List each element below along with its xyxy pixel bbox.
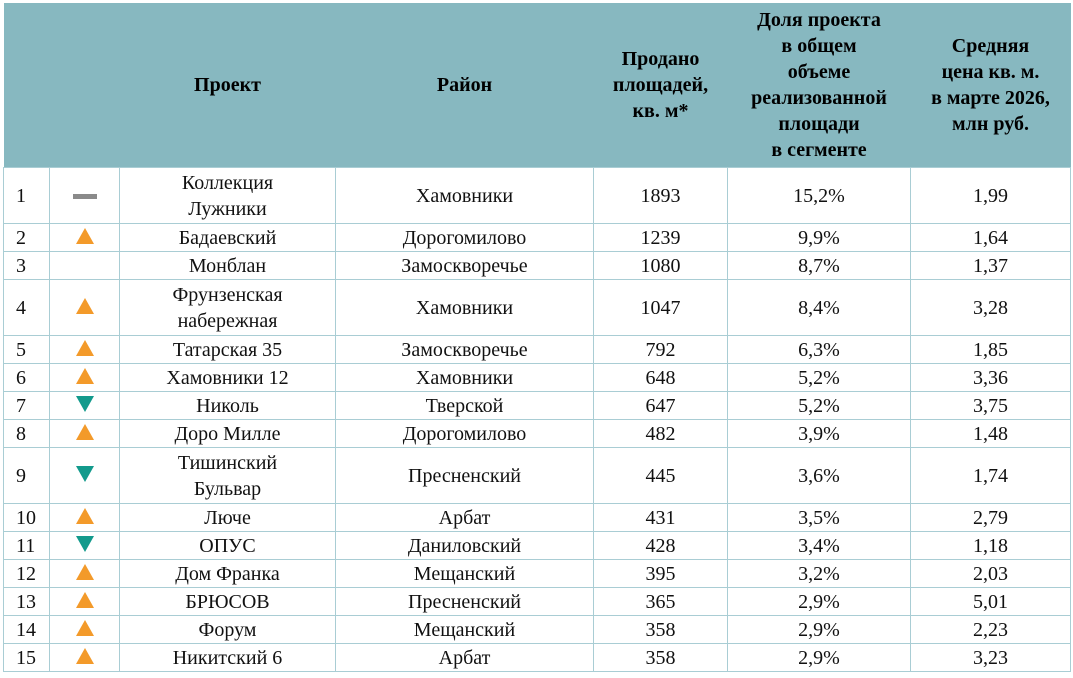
table-row: [4, 336, 1071, 364]
district-cell: Даниловский: [336, 532, 594, 560]
project-cell: Дом Франка: [120, 560, 336, 588]
avg-price-cell: 1,74: [911, 448, 1071, 504]
trend-cell: [50, 504, 120, 532]
share-cell: 8,4%: [728, 280, 911, 336]
avg-price-cell: 5,01: [911, 588, 1071, 616]
sold-area-cell: 365: [594, 588, 728, 616]
project-cell: Доро Милле: [120, 420, 336, 448]
header-rank: [4, 3, 50, 168]
project-cell: Фрунзенская набережная: [120, 280, 336, 336]
table-row: [4, 504, 1071, 532]
trend-cell: [50, 448, 120, 504]
project-cell: Хамовники 12: [120, 364, 336, 392]
table-row: [4, 364, 1071, 392]
district-cell: Мещанский: [336, 560, 594, 588]
trend-down-icon: [76, 536, 94, 552]
table-row: [4, 532, 1071, 560]
table-row: [4, 280, 1071, 336]
header-district: Район: [336, 3, 594, 168]
trend-cell: [50, 644, 120, 672]
trend-up-icon: [76, 340, 94, 356]
share-cell: 15,2%: [728, 168, 911, 224]
sold-area-cell: 445: [594, 448, 728, 504]
sold-area-cell: 428: [594, 532, 728, 560]
avg-price-cell: 1,64: [911, 224, 1071, 252]
sold-area-cell: 482: [594, 420, 728, 448]
avg-price-cell: 3,36: [911, 364, 1071, 392]
rank-cell: 15: [4, 644, 50, 672]
rank-cell: 8: [4, 420, 50, 448]
sold-area-cell: 1893: [594, 168, 728, 224]
project-cell: Тишинский Бульвар: [120, 448, 336, 504]
project-cell: Коллекция Лужники: [120, 168, 336, 224]
share-cell: 6,3%: [728, 336, 911, 364]
table-row: [4, 168, 1071, 224]
table-header: [4, 3, 1071, 168]
share-cell: 5,2%: [728, 392, 911, 420]
avg-price-cell: 2,79: [911, 504, 1071, 532]
sold-area-cell: 358: [594, 616, 728, 644]
rank-cell: 12: [4, 560, 50, 588]
trend-cell: [50, 336, 120, 364]
project-cell: Монблан: [120, 252, 336, 280]
rank-cell: 10: [4, 504, 50, 532]
sold-area-cell: 648: [594, 364, 728, 392]
rank-cell: 6: [4, 364, 50, 392]
header-sold-area: Продано площадей, кв. м*: [594, 3, 728, 168]
share-cell: 3,9%: [728, 420, 911, 448]
header-project: Проект: [120, 3, 336, 168]
trend-cell: [50, 560, 120, 588]
rank-cell: 9: [4, 448, 50, 504]
trend-flat-icon: [73, 194, 97, 199]
rank-cell: 14: [4, 616, 50, 644]
trend-up-icon: [76, 424, 94, 440]
sold-area-cell: 395: [594, 560, 728, 588]
trend-cell: [50, 280, 120, 336]
district-cell: Замоскворечье: [336, 252, 594, 280]
district-cell: Хамовники: [336, 280, 594, 336]
district-cell: Хамовники: [336, 364, 594, 392]
table-row: [4, 392, 1071, 420]
rank-cell: 3: [4, 252, 50, 280]
trend-up-icon: [76, 508, 94, 524]
district-cell: Замоскворечье: [336, 336, 594, 364]
rank-cell: 2: [4, 224, 50, 252]
share-cell: 5,2%: [728, 364, 911, 392]
project-cell: Никитский 6: [120, 644, 336, 672]
trend-cell: [50, 588, 120, 616]
project-cell: БРЮСОВ: [120, 588, 336, 616]
sold-area-cell: 1047: [594, 280, 728, 336]
trend-cell: [50, 392, 120, 420]
trend-up-icon: [76, 620, 94, 636]
project-cell: Форум: [120, 616, 336, 644]
trend-cell: [50, 252, 120, 280]
avg-price-cell: 2,03: [911, 560, 1071, 588]
trend-cell: [50, 420, 120, 448]
table-body: [4, 168, 1071, 672]
table-row: [4, 448, 1071, 504]
sold-area-cell: 431: [594, 504, 728, 532]
table-row: [4, 560, 1071, 588]
share-cell: 3,4%: [728, 532, 911, 560]
rank-cell: 4: [4, 280, 50, 336]
project-cell: Татарская 35: [120, 336, 336, 364]
trend-cell: [50, 168, 120, 224]
sold-area-cell: 792: [594, 336, 728, 364]
share-cell: 2,9%: [728, 588, 911, 616]
project-cell: ОПУС: [120, 532, 336, 560]
share-cell: 8,7%: [728, 252, 911, 280]
sold-area-cell: 358: [594, 644, 728, 672]
avg-price-cell: 1,48: [911, 420, 1071, 448]
header-share: Доля проекта в общем объеме реализованной площади в сегменте: [728, 3, 911, 168]
project-cell: Люче: [120, 504, 336, 532]
share-cell: 3,6%: [728, 448, 911, 504]
district-cell: Хамовники: [336, 168, 594, 224]
trend-cell: [50, 224, 120, 252]
avg-price-cell: 1,85: [911, 336, 1071, 364]
rank-cell: 11: [4, 532, 50, 560]
trend-down-icon: [76, 466, 94, 482]
sold-area-cell: 1080: [594, 252, 728, 280]
district-cell: Тверской: [336, 392, 594, 420]
header-trend: [50, 3, 120, 168]
trend-up-icon: [76, 298, 94, 314]
sales-ranking-table: [3, 3, 1071, 672]
project-cell: Бадаевский: [120, 224, 336, 252]
share-cell: 2,9%: [728, 644, 911, 672]
trend-up-icon: [76, 368, 94, 384]
sold-area-cell: 1239: [594, 224, 728, 252]
rank-cell: 7: [4, 392, 50, 420]
avg-price-cell: 1,37: [911, 252, 1071, 280]
rank-cell: 13: [4, 588, 50, 616]
trend-cell: [50, 364, 120, 392]
table-row: [4, 252, 1071, 280]
rank-cell: 5: [4, 336, 50, 364]
avg-price-cell: 1,99: [911, 168, 1071, 224]
share-cell: 3,5%: [728, 504, 911, 532]
district-cell: Мещанский: [336, 616, 594, 644]
avg-price-cell: 3,28: [911, 280, 1071, 336]
table-row: [4, 644, 1071, 672]
table-row: [4, 588, 1071, 616]
header-avg-price: Средняя цена кв. м. в марте 2026, млн руб.: [911, 3, 1071, 168]
sold-area-cell: 647: [594, 392, 728, 420]
avg-price-cell: 2,23: [911, 616, 1071, 644]
avg-price-cell: 3,75: [911, 392, 1071, 420]
table-row: [4, 420, 1071, 448]
trend-cell: [50, 616, 120, 644]
district-cell: Арбат: [336, 504, 594, 532]
table-row: [4, 616, 1071, 644]
share-cell: 3,2%: [728, 560, 911, 588]
trend-up-icon: [76, 592, 94, 608]
project-cell: Николь: [120, 392, 336, 420]
district-cell: Арбат: [336, 644, 594, 672]
district-cell: Дорогомилово: [336, 420, 594, 448]
rank-cell: 1: [4, 168, 50, 224]
district-cell: Пресненский: [336, 588, 594, 616]
trend-down-icon: [76, 396, 94, 412]
trend-cell: [50, 532, 120, 560]
trend-up-icon: [76, 228, 94, 244]
avg-price-cell: 3,23: [911, 644, 1071, 672]
share-cell: 9,9%: [728, 224, 911, 252]
trend-up-icon: [76, 564, 94, 580]
district-cell: Пресненский: [336, 448, 594, 504]
table-row: [4, 224, 1071, 252]
district-cell: Дорогомилово: [336, 224, 594, 252]
trend-up-icon: [76, 648, 94, 664]
share-cell: 2,9%: [728, 616, 911, 644]
avg-price-cell: 1,18: [911, 532, 1071, 560]
